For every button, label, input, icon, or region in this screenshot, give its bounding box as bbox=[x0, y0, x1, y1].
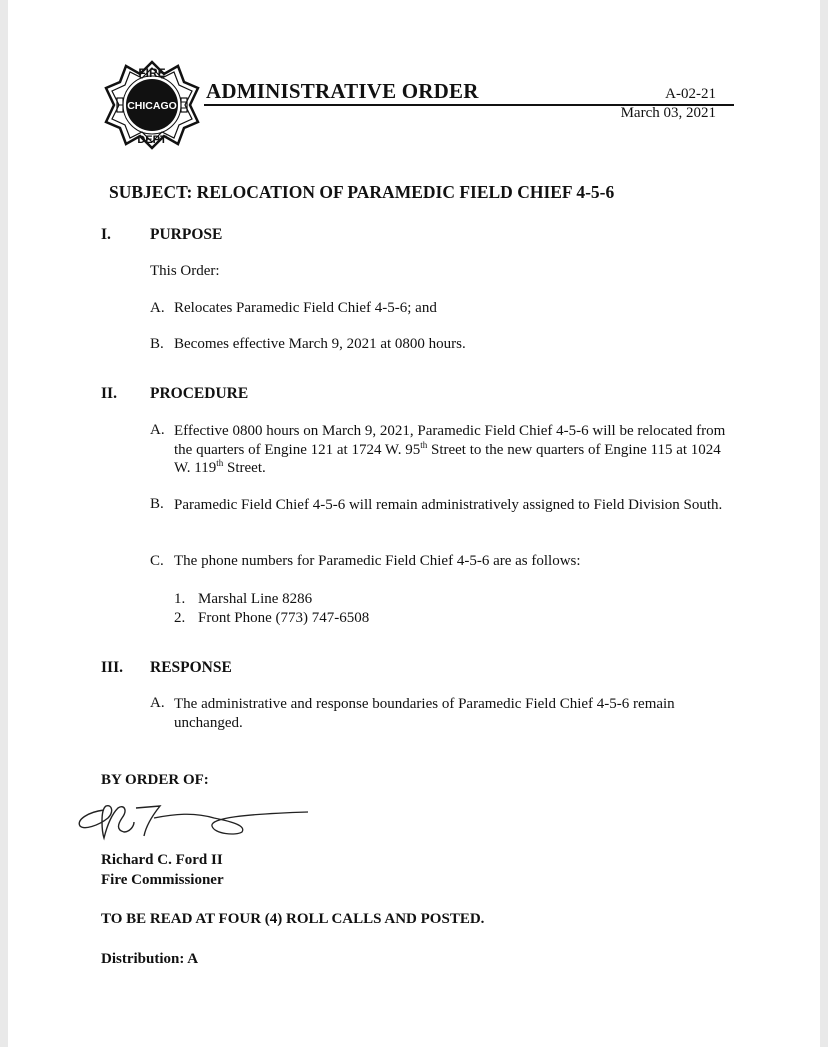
subject-line: SUBJECT: RELOCATION OF PARAMEDIC FIELD CHIEF 4-5-6 bbox=[109, 182, 615, 202]
section-number: II. bbox=[101, 385, 117, 402]
procedure-item-c: The phone numbers for Paramedic Field Chief 4-5-6 are as follows: bbox=[174, 553, 581, 569]
distribution: Distribution: A bbox=[101, 951, 199, 967]
list-label: 1. bbox=[174, 591, 186, 607]
order-number: A-02-21 bbox=[665, 86, 716, 102]
section-number: III. bbox=[101, 659, 123, 676]
section-title-response: RESPONSE bbox=[150, 659, 232, 676]
purpose-item-b: Becomes effective March 9, 2021 at 0800 hours. bbox=[174, 336, 466, 352]
seal-bottom-text: DEPT bbox=[137, 134, 167, 146]
phone-marshal-line: Marshal Line 8286 bbox=[198, 591, 313, 607]
section-title-purpose: PURPOSE bbox=[150, 226, 223, 243]
order-date: March 03, 2021 bbox=[620, 105, 716, 121]
list-label: B. bbox=[150, 496, 164, 512]
seal-center-text: CHICAGO bbox=[127, 100, 177, 112]
commissioner-name: Richard C. Ford II bbox=[101, 852, 223, 868]
response-item-a: The administrative and response boundaries of Paramedic Field Chief 4-5-6 remain unchanged. bbox=[174, 696, 675, 731]
purpose-intro: This Order: bbox=[150, 263, 220, 279]
commissioner-title: Fire Commissioner bbox=[101, 872, 224, 888]
procedure-item-a: Effective 0800 hours on March 9, 2021, Paramedic Field Chief 4-5-6 will be relocated from the quarters of Engine 121 at 1724 W. 95th Street to the new quarters of Engine 115 at 1024 W. 119th Street. bbox=[174, 423, 726, 476]
list-label: A. bbox=[150, 695, 165, 711]
seal-top-text: FIRE bbox=[138, 66, 166, 80]
document-page bbox=[8, 0, 820, 1047]
list-label: A. bbox=[150, 300, 165, 316]
section-number: I. bbox=[101, 226, 111, 243]
phone-front-phone: Front Phone (773) 747-6508 bbox=[198, 610, 370, 626]
read-notice: TO BE READ AT FOUR (4) ROLL CALLS AND POSTED. bbox=[101, 911, 485, 927]
list-label: A. bbox=[150, 422, 165, 438]
by-order-of: BY ORDER OF: bbox=[101, 772, 209, 788]
list-label: 2. bbox=[174, 610, 186, 626]
procedure-item-b: Paramedic Field Chief 4-5-6 will remain administratively assigned to Field Division South. bbox=[174, 497, 723, 513]
list-label: C. bbox=[150, 553, 164, 569]
signature-image bbox=[74, 796, 314, 842]
list-label: B. bbox=[150, 336, 164, 352]
section-title-procedure: PROCEDURE bbox=[150, 385, 249, 402]
purpose-item-a: Relocates Paramedic Field Chief 4-5-6; and bbox=[174, 300, 437, 316]
document-title: ADMINISTRATIVE ORDER bbox=[206, 79, 479, 103]
fire-department-seal-icon bbox=[104, 60, 200, 150]
